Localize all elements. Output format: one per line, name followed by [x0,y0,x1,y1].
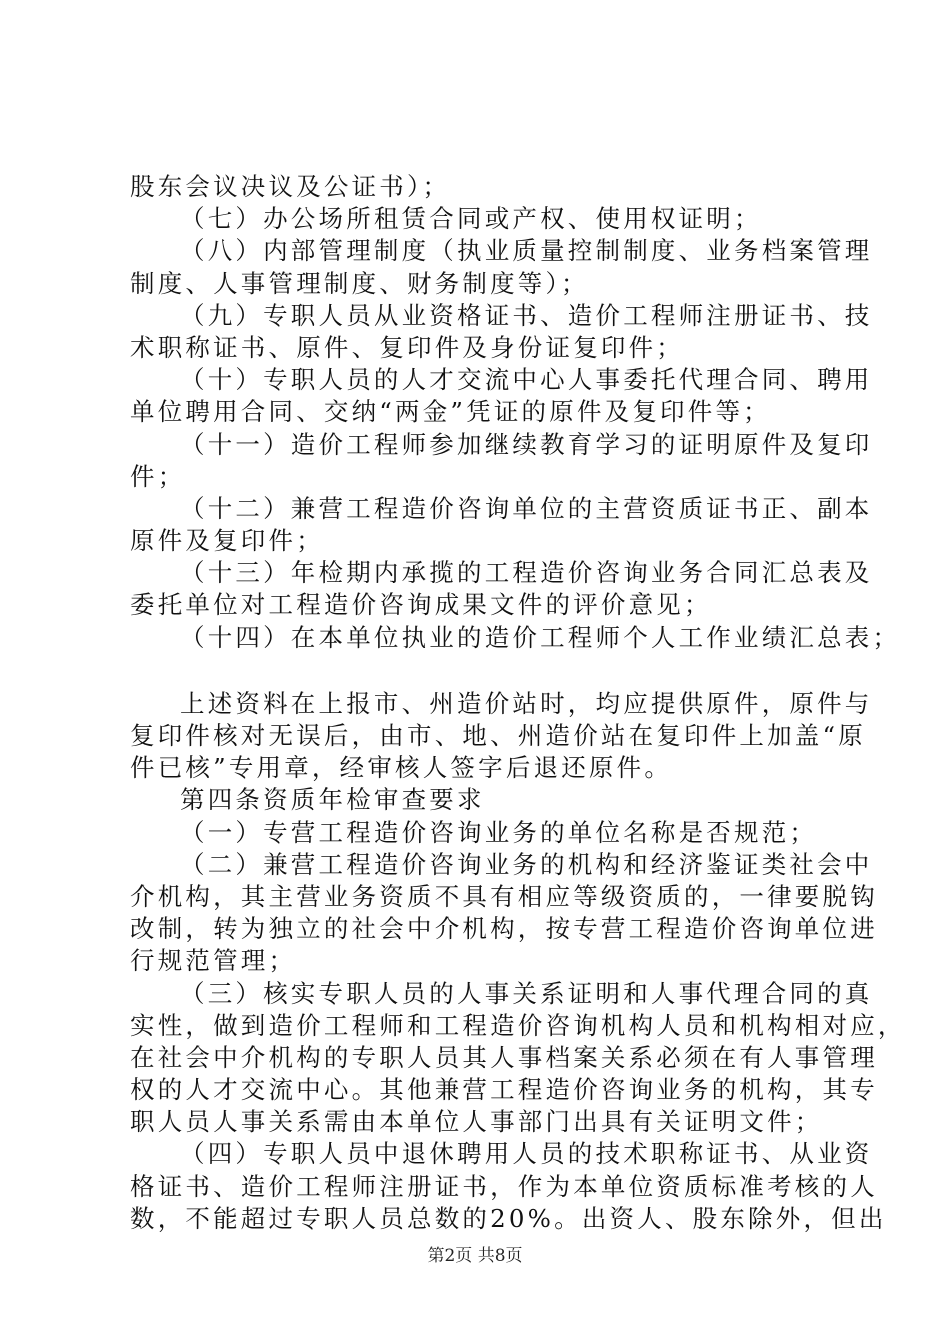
text-line: （四）专职人员中退休聘用人员的技术职称证书、从业资 [180,1139,873,1169]
text-line: （十）专职人员的人才交流中心人事委托代理合同、聘用 [180,365,873,395]
text-line: 制度、人事管理制度、财务制度等）； [130,268,589,298]
text-line: （十三）年检期内承揽的工程造价咨询业务合同汇总表及 [180,558,873,588]
text-line: （十四）在本单位执业的造价工程师个人工作业绩汇总表； [180,622,901,652]
text-line: 行规范管理； [130,946,297,976]
text-line: 委托单位对工程造价咨询成果文件的评价意见； [130,590,712,620]
text-line: 件； [130,461,186,491]
text-line: 上述资料在上报市、州造价站时，均应提供原件，原件与 [180,688,873,718]
text-line: 权的人才交流中心。其他兼营工程造价咨询业务的机构，其专 [130,1075,878,1105]
text-line: （八）内部管理制度（执业质量控制制度、业务档案管理 [180,236,873,266]
document-body [130,171,906,1235]
text-line: 术职称证书、原件、复印件及身份证复印件； [130,332,684,362]
text-line: （一）专营工程造价咨询业务的单位名称是否规范； [180,817,818,847]
text-line: （二）兼营工程造价咨询业务的机构和经济鉴证类社会中 [180,849,873,879]
text-line: 介机构，其主营业务资质不具有相应等级资质的，一律要脱钩 [130,881,878,911]
text-line: 职人员人事关系需由本单位人事部门出具有关证明文件； [130,1107,823,1137]
text-line: （十二）兼营工程造价咨询单位的主营资质证书正、副本 [180,493,873,523]
text-line: 件已核”专用章，经审核人签字后退还原件。 [130,753,673,783]
page-footer: 第2页 共8页 [427,1246,523,1266]
text-line: 格证书、造价工程师注册证书，作为本单位资质标准考核的人 [130,1171,878,1201]
text-line: （十一）造价工程师参加继续教育学习的证明原件及复印 [180,429,873,459]
text-line: 复印件核对无误后，由市、地、州造价站在复印件上加盖“原 [130,721,866,750]
text-line: 数，不能超过专职人员总数的20%。出资人、股东除外，但出 [130,1203,887,1233]
text-line: （三）核实专职人员的人事关系证明和人事代理合同的真 [180,978,873,1008]
paragraph-gap [130,654,835,688]
text-line: 第四条资质年检审查要求 [180,785,485,815]
text-line: 改制，转为独立的社会中介机构，按专营工程造价咨询单位进 [130,914,878,944]
text-line: 股东会议决议及公证书）； [130,172,451,201]
text-line: 单位聘用合同、交纳“两金”凭证的原件及复印件等； [130,397,771,427]
text-line: 原件及复印件； [130,526,324,556]
text-line: （九）专职人员从业资格证书、造价工程师注册证书、技 [180,300,873,330]
text-line: （七）办公场所租赁合同或产权、使用权证明； [180,204,762,234]
text-line: 在社会中介机构的专职人员其人事档案关系必须在有人事管理 [130,1042,878,1072]
text-line: 实性，做到造价工程师和工程造价咨询机构人员和机构相对应， [130,1010,906,1040]
